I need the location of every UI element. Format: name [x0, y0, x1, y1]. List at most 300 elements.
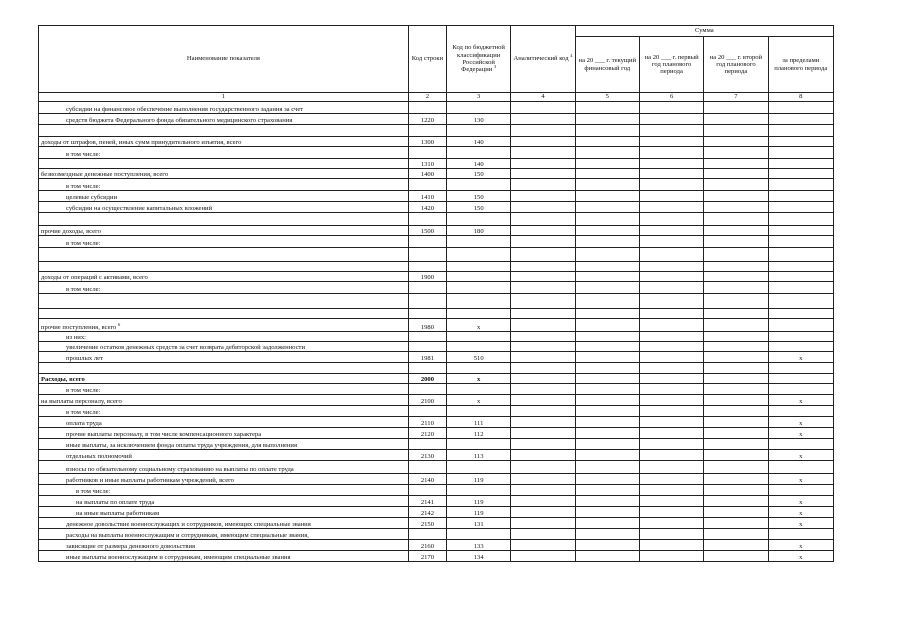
row-beyond-plan-cell [768, 159, 833, 169]
row-beyond-plan-cell [768, 226, 833, 236]
row-sum-cell [639, 169, 703, 179]
row-indicator-name [39, 417, 409, 428]
row-budget-code [447, 309, 511, 319]
row-code [408, 294, 446, 309]
row-indicator-name [39, 485, 409, 496]
row-budget-code: 119 [447, 507, 511, 518]
row-indicator-name [39, 282, 409, 294]
row-indicator-label: денежное довольствие военнослужащих и сотрудников, имеющих специальные звания [66, 520, 311, 528]
row-beyond-plan-cell [768, 202, 833, 213]
row-code [408, 282, 446, 294]
row-sum-cell [704, 342, 768, 352]
row-sum-cell [704, 384, 768, 395]
row-beyond-plan-cell [768, 191, 833, 202]
row-beyond-plan-cell: x [768, 496, 833, 507]
row-code [408, 485, 446, 496]
table-row [39, 226, 834, 236]
row-beyond-plan-cell [768, 406, 833, 417]
row-analytic-code [511, 319, 575, 332]
row-indicator-name [39, 125, 409, 137]
row-budget-code: 133 [447, 540, 511, 551]
row-analytic-code [511, 309, 575, 319]
row-code: 2130 [408, 450, 446, 461]
row-code: 1220 [408, 114, 446, 125]
row-beyond-plan-cell [768, 137, 833, 147]
row-sum-cell [704, 540, 768, 551]
financial-plan-sheet [38, 25, 834, 562]
row-sum-cell [639, 374, 703, 384]
row-beyond-plan-cell: x [768, 551, 833, 562]
row-analytic-code [511, 496, 575, 507]
table-row [39, 428, 834, 439]
row-indicator-label: доходы от операций с активами, всего [41, 273, 148, 281]
row-sum-cell [639, 342, 703, 352]
row-sum-cell [575, 236, 639, 248]
row-sum-cell [704, 191, 768, 202]
table-row [39, 518, 834, 529]
row-beyond-plan-cell [768, 374, 833, 384]
row-indicator-label: на выплаты по оплате труда [76, 498, 155, 506]
table-row [39, 461, 834, 474]
row-analytic-code [511, 191, 575, 202]
row-sum-cell [639, 507, 703, 518]
row-sum-cell [575, 226, 639, 236]
row-sum-cell [704, 114, 768, 125]
row-sum-cell [639, 496, 703, 507]
row-sum-cell [575, 540, 639, 551]
row-beyond-plan-cell [768, 439, 833, 450]
row-beyond-plan-cell: x [768, 352, 833, 363]
table-row [39, 191, 834, 202]
row-sum-cell [704, 395, 768, 406]
row-analytic-code [511, 406, 575, 417]
row-budget-code: 150 [447, 202, 511, 213]
row-sum-cell [639, 363, 703, 374]
row-sum-cell [704, 202, 768, 213]
row-budget-code: 111 [447, 417, 511, 428]
table-row [39, 439, 834, 450]
header-sum-beyond: за пределами планового периода [768, 37, 833, 93]
table-row [39, 179, 834, 191]
row-budget-code [447, 272, 511, 282]
row-sum-cell [575, 518, 639, 529]
row-code [408, 125, 446, 137]
row-analytic-code [511, 159, 575, 169]
row-code: 2160 [408, 540, 446, 551]
row-code: 2170 [408, 551, 446, 562]
row-sum-cell [639, 540, 703, 551]
row-indicator-label: в том числе: [66, 386, 101, 394]
header-sum-current: на 20 ___ г. текущий финансовый год [575, 37, 639, 93]
row-code: 1980 [408, 319, 446, 332]
row-beyond-plan-cell [768, 529, 833, 540]
row-sum-cell [704, 319, 768, 332]
row-sum-cell [704, 137, 768, 147]
table-row [39, 332, 834, 342]
table-row [39, 272, 834, 282]
row-indicator-name [39, 202, 409, 213]
row-sum-cell [639, 417, 703, 428]
row-code: 2140 [408, 474, 446, 485]
row-budget-code [447, 363, 511, 374]
row-indicator-label: иные выплаты, за исключением фонда оплаты труда учреждения, для выполнения [66, 441, 297, 449]
row-analytic-code [511, 551, 575, 562]
row-sum-cell [704, 363, 768, 374]
row-analytic-code [511, 485, 575, 496]
row-code: 1500 [408, 226, 446, 236]
row-budget-code: 140 [447, 137, 511, 147]
table-row [39, 282, 834, 294]
row-analytic-code [511, 294, 575, 309]
row-indicator-label: на иные выплаты работникам [76, 509, 160, 517]
row-analytic-code [511, 202, 575, 213]
row-sum-cell [639, 137, 703, 147]
row-code [408, 179, 446, 191]
row-indicator-name [39, 248, 409, 262]
row-beyond-plan-cell: x [768, 540, 833, 551]
row-indicator-name [39, 272, 409, 282]
row-budget-code [447, 461, 511, 474]
row-code: 2110 [408, 417, 446, 428]
row-beyond-plan-cell: x [768, 518, 833, 529]
row-sum-cell [704, 450, 768, 461]
footnote-4: 4 [570, 53, 573, 59]
row-sum-cell [639, 406, 703, 417]
row-analytic-code [511, 147, 575, 159]
row-indicator-name [39, 507, 409, 518]
column-numbers-row [39, 93, 834, 102]
row-sum-cell [575, 374, 639, 384]
row-code [408, 342, 446, 352]
row-budget-code [447, 406, 511, 417]
row-analytic-code [511, 282, 575, 294]
row-sum-cell [704, 406, 768, 417]
row-sum-cell [575, 428, 639, 439]
row-sum-cell [639, 125, 703, 137]
header-budget-code [447, 26, 511, 93]
row-beyond-plan-cell [768, 262, 833, 272]
row-sum-cell [639, 352, 703, 363]
row-code [408, 213, 446, 226]
row-code: 2141 [408, 496, 446, 507]
row-indicator-label: в том числе: [66, 285, 101, 293]
row-analytic-code [511, 226, 575, 236]
footnote-6: 6 [118, 321, 121, 327]
row-sum-cell [575, 159, 639, 169]
row-indicator-name [39, 226, 409, 236]
col-number-7: 7 [704, 93, 768, 102]
row-code [408, 406, 446, 417]
row-analytic-code [511, 461, 575, 474]
table-row [39, 374, 834, 384]
row-indicator-name [39, 262, 409, 272]
row-code: 2100 [408, 395, 446, 406]
row-indicator-label: безвозмездные денежные поступления, всего [41, 170, 169, 178]
row-sum-cell [639, 518, 703, 529]
row-sum-cell [639, 395, 703, 406]
row-sum-cell [575, 461, 639, 474]
row-beyond-plan-cell [768, 294, 833, 309]
row-beyond-plan-cell [768, 248, 833, 262]
row-analytic-code [511, 342, 575, 352]
row-beyond-plan-cell [768, 309, 833, 319]
row-indicator-name [39, 428, 409, 439]
row-sum-cell [639, 428, 703, 439]
table-row [39, 474, 834, 485]
row-analytic-code [511, 352, 575, 363]
row-budget-code: 112 [447, 428, 511, 439]
row-sum-cell [639, 179, 703, 191]
row-sum-cell [575, 179, 639, 191]
row-indicator-label: в том числе: [66, 150, 101, 158]
row-analytic-code [511, 450, 575, 461]
row-indicator-label: отдельных полномочий [66, 452, 132, 460]
row-budget-code [447, 282, 511, 294]
row-budget-code [447, 485, 511, 496]
row-sum-cell [575, 417, 639, 428]
row-indicator-label: расходы на выплаты военнослужащим и сотрудникам, имеющим специальные звания, [66, 531, 309, 539]
table-row [39, 262, 834, 272]
row-sum-cell [639, 159, 703, 169]
row-analytic-code [511, 374, 575, 384]
row-indicator-name [39, 169, 409, 179]
row-analytic-code [511, 272, 575, 282]
row-indicator-name [39, 551, 409, 562]
row-indicator-name [39, 496, 409, 507]
row-analytic-code [511, 363, 575, 374]
row-indicator-name [39, 159, 409, 169]
row-indicator-label: в том числе: [66, 239, 101, 247]
row-indicator-label: целевые субсидии [66, 193, 118, 201]
row-code [408, 461, 446, 474]
row-indicator-name [39, 342, 409, 352]
row-sum-cell [575, 332, 639, 342]
row-sum-cell [575, 384, 639, 395]
row-sum-cell [575, 191, 639, 202]
row-sum-cell [639, 319, 703, 332]
table-row [39, 352, 834, 363]
row-sum-cell [639, 236, 703, 248]
row-code [408, 384, 446, 395]
row-indicator-label: доходы от штрафов, пеней, иных сумм принудительного изъятия, всего [41, 138, 242, 146]
row-sum-cell [704, 248, 768, 262]
row-budget-code: x [447, 319, 511, 332]
row-sum-cell [639, 147, 703, 159]
row-sum-cell [575, 474, 639, 485]
row-sum-cell [575, 485, 639, 496]
table-row [39, 202, 834, 213]
row-sum-cell [639, 450, 703, 461]
row-indicator-name [39, 179, 409, 191]
row-beyond-plan-cell [768, 384, 833, 395]
table-row [39, 213, 834, 226]
row-sum-cell [639, 529, 703, 540]
row-sum-cell [575, 342, 639, 352]
row-budget-code [447, 147, 511, 159]
row-budget-code: 119 [447, 474, 511, 485]
row-indicator-name [39, 406, 409, 417]
row-analytic-code [511, 236, 575, 248]
row-sum-cell [704, 507, 768, 518]
row-analytic-code [511, 428, 575, 439]
row-sum-cell [704, 213, 768, 226]
row-sum-cell [575, 137, 639, 147]
table-row [39, 417, 834, 428]
row-budget-code [447, 102, 511, 114]
row-sum-cell [704, 496, 768, 507]
row-sum-cell [704, 332, 768, 342]
row-sum-cell [704, 169, 768, 179]
row-code [408, 332, 446, 342]
row-budget-code [447, 213, 511, 226]
row-sum-cell [639, 551, 703, 562]
row-budget-code [447, 294, 511, 309]
row-budget-code [447, 529, 511, 540]
row-beyond-plan-cell [768, 272, 833, 282]
table-row [39, 319, 834, 332]
row-indicator-name [39, 352, 409, 363]
row-budget-code: 140 [447, 159, 511, 169]
row-indicator-label: прочие выплаты персоналу, в том числе компенсационного характера [66, 430, 262, 438]
row-code [408, 363, 446, 374]
row-sum-cell [575, 169, 639, 179]
row-code: 1310 [408, 159, 446, 169]
row-beyond-plan-cell [768, 179, 833, 191]
row-indicator-label: работников и иные выплаты работникам учреждений, всего [66, 476, 234, 484]
row-sum-cell [704, 309, 768, 319]
col-number-3: 3 [447, 93, 511, 102]
row-sum-cell [639, 384, 703, 395]
header-name: Наименование показателя [39, 26, 409, 93]
row-code: 1420 [408, 202, 446, 213]
row-indicator-label: иные выплаты военнослужащим и сотрудникам, имеющим специальные звания [66, 553, 291, 561]
table-row [39, 507, 834, 518]
row-budget-code: 134 [447, 551, 511, 562]
row-analytic-code [511, 262, 575, 272]
row-analytic-code [511, 125, 575, 137]
row-sum-cell [704, 272, 768, 282]
row-sum-cell [704, 294, 768, 309]
row-sum-cell [575, 507, 639, 518]
row-code: 1900 [408, 272, 446, 282]
row-indicator-label: субсидии на финансовое обеспечение выполнения государственного задания за счет [66, 105, 304, 113]
row-indicator-name [39, 191, 409, 202]
row-budget-code: 510 [447, 352, 511, 363]
table-row [39, 248, 834, 262]
col-number-1: 1 [39, 93, 409, 102]
row-sum-cell [575, 319, 639, 332]
row-indicator-label: в том числе: [76, 487, 111, 495]
row-indicator-name [39, 450, 409, 461]
row-sum-cell [704, 417, 768, 428]
row-sum-cell [704, 147, 768, 159]
table-row [39, 551, 834, 562]
row-analytic-code [511, 179, 575, 191]
row-budget-code: 130 [447, 114, 511, 125]
row-analytic-code [511, 540, 575, 551]
row-budget-code: 150 [447, 191, 511, 202]
row-code: 2120 [408, 428, 446, 439]
row-indicator-name [39, 309, 409, 319]
row-beyond-plan-cell: x [768, 507, 833, 518]
row-sum-cell [639, 202, 703, 213]
row-budget-code [447, 179, 511, 191]
row-budget-code: 119 [447, 496, 511, 507]
row-indicator-name [39, 461, 409, 474]
row-sum-cell [704, 485, 768, 496]
row-sum-cell [575, 147, 639, 159]
row-analytic-code [511, 137, 575, 147]
row-analytic-code [511, 169, 575, 179]
row-sum-cell [575, 496, 639, 507]
row-beyond-plan-cell [768, 102, 833, 114]
row-analytic-code [511, 102, 575, 114]
row-budget-code [447, 262, 511, 272]
row-indicator-label: прочие поступления, всего [41, 323, 117, 331]
row-sum-cell [639, 226, 703, 236]
income-expense-table [38, 25, 834, 562]
row-indicator-label: субсидии на осуществление капитальных вложений [66, 204, 213, 212]
row-sum-cell [639, 439, 703, 450]
row-sum-cell [704, 236, 768, 248]
row-budget-code [447, 384, 511, 395]
row-budget-code [447, 342, 511, 352]
row-indicator-name [39, 529, 409, 540]
row-indicator-name [39, 137, 409, 147]
header-sum-group: Сумма [575, 26, 833, 37]
table-row [39, 159, 834, 169]
row-beyond-plan-cell: x [768, 417, 833, 428]
row-beyond-plan-cell [768, 236, 833, 248]
row-indicator-name [39, 147, 409, 159]
row-indicator-name [39, 363, 409, 374]
table-row [39, 102, 834, 114]
row-sum-cell [575, 294, 639, 309]
row-beyond-plan-cell: x [768, 474, 833, 485]
row-indicator-label: в том числе: [66, 408, 101, 416]
row-sum-cell [704, 428, 768, 439]
row-analytic-code [511, 248, 575, 262]
row-indicator-name [39, 319, 409, 332]
row-indicator-name [39, 518, 409, 529]
row-budget-code: x [447, 374, 511, 384]
table-row [39, 363, 834, 374]
row-code [408, 262, 446, 272]
table-row [39, 114, 834, 125]
table-body [39, 102, 834, 562]
col-number-5: 5 [575, 93, 639, 102]
row-sum-cell [575, 363, 639, 374]
col-number-8: 8 [768, 93, 833, 102]
row-sum-cell [704, 352, 768, 363]
row-beyond-plan-cell [768, 147, 833, 159]
row-sum-cell [704, 529, 768, 540]
row-analytic-code [511, 518, 575, 529]
row-analytic-code [511, 507, 575, 518]
row-sum-cell [575, 102, 639, 114]
row-sum-cell [575, 213, 639, 226]
row-budget-code: 150 [447, 169, 511, 179]
row-sum-cell [704, 282, 768, 294]
header-analytic-label: Аналитический код [513, 55, 569, 63]
row-analytic-code [511, 474, 575, 485]
row-code: 2150 [408, 518, 446, 529]
row-code [408, 439, 446, 450]
row-sum-cell [575, 395, 639, 406]
row-sum-cell [575, 406, 639, 417]
header-analytic [511, 26, 575, 93]
row-sum-cell [704, 226, 768, 236]
